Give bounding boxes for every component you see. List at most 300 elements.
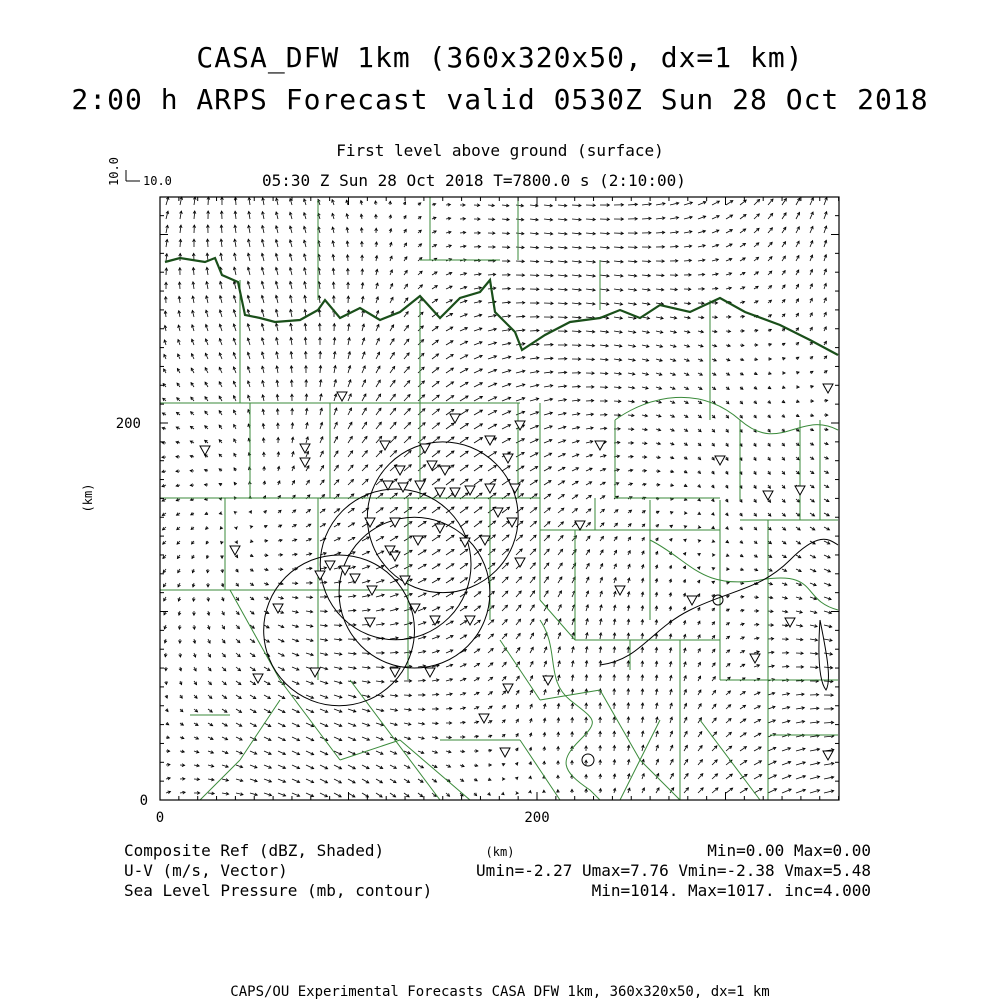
station-marker — [715, 456, 725, 465]
wind-vector — [320, 437, 323, 443]
wind-vector — [754, 665, 759, 668]
wind-vector — [599, 703, 602, 709]
wind-vector — [600, 288, 609, 291]
wind-vector — [361, 269, 364, 275]
wind-vector — [697, 512, 700, 515]
wind-vector — [250, 793, 257, 796]
county-line — [600, 690, 640, 760]
wind-vector — [796, 313, 799, 317]
wind-vector — [334, 695, 342, 698]
wind-vector — [236, 765, 243, 768]
wind-vector — [222, 695, 227, 699]
wind-vector — [697, 553, 700, 556]
wind-vector — [180, 791, 185, 794]
wind-vector — [347, 296, 350, 303]
wind-vector — [306, 510, 310, 513]
wind-vector — [530, 508, 537, 513]
wind-vector — [726, 230, 732, 233]
wind-vector — [586, 563, 589, 569]
wind-vector — [810, 284, 813, 289]
wind-vector — [178, 583, 181, 587]
wind-vector — [250, 639, 255, 642]
wind-vector — [205, 339, 208, 345]
wind-vector — [208, 737, 213, 740]
wind-vector — [488, 232, 495, 235]
wind-vector — [360, 228, 363, 233]
wind-vector — [642, 469, 646, 472]
wind-vector — [390, 284, 393, 289]
wind-vector — [376, 652, 384, 655]
wind-vector — [642, 203, 651, 206]
wind-vector — [614, 288, 623, 291]
wind-vector — [179, 225, 182, 233]
wind-vector — [641, 745, 644, 751]
wind-vector — [276, 338, 279, 345]
station-marker — [493, 508, 503, 517]
wind-vector — [586, 441, 593, 444]
wind-vector — [236, 653, 240, 657]
wind-vector — [670, 511, 673, 514]
wind-vector — [600, 302, 609, 305]
wind-vector — [600, 218, 609, 221]
wind-vector — [726, 244, 732, 247]
wind-vector — [362, 366, 365, 373]
wind-vector — [768, 555, 772, 558]
wind-vector — [418, 708, 425, 711]
wind-vector — [264, 709, 271, 713]
wind-vector — [348, 352, 351, 359]
wind-vector — [348, 408, 352, 415]
wind-vector — [544, 384, 553, 387]
wind-vector — [670, 456, 674, 459]
wind-vector — [558, 508, 564, 513]
wind-vector — [474, 438, 482, 443]
wind-vector — [446, 396, 454, 401]
wind-vector — [628, 232, 637, 235]
wind-vector — [376, 709, 384, 712]
wind-vector — [586, 358, 594, 361]
wind-vector — [261, 338, 264, 345]
wind-vector — [194, 750, 199, 753]
wind-vector — [627, 703, 630, 709]
wind-vector — [628, 246, 637, 249]
wind-vector — [684, 288, 691, 291]
wind-vector — [670, 359, 676, 362]
wind-vector — [628, 345, 635, 348]
wind-vector — [516, 246, 524, 249]
wind-vector — [348, 779, 355, 783]
wind-vector — [641, 675, 644, 681]
wind-vector — [669, 634, 672, 639]
wind-vector — [348, 366, 351, 373]
wind-vector — [810, 527, 815, 530]
wind-vector — [558, 495, 564, 499]
wind-vector — [432, 578, 440, 583]
wind-vector — [166, 225, 169, 233]
wind-vector — [684, 230, 692, 233]
wind-vector — [642, 538, 645, 541]
wind-vector — [600, 455, 606, 458]
wind-vector — [628, 303, 636, 306]
wind-vector — [487, 792, 490, 795]
wind-vector — [164, 625, 167, 629]
wind-vector — [810, 357, 813, 360]
wind-vector — [712, 568, 715, 571]
wind-vector — [334, 451, 338, 457]
wind-vector — [404, 422, 411, 429]
wind-vector — [656, 359, 662, 362]
wind-vector — [669, 566, 672, 569]
wind-vector — [222, 653, 225, 657]
wind-vector — [306, 681, 313, 684]
wind-vector — [740, 301, 745, 304]
wind-vector — [292, 539, 297, 542]
wind-vector — [628, 359, 635, 362]
wind-vector — [389, 201, 392, 205]
wind-vector — [488, 620, 494, 625]
wind-vector — [768, 569, 772, 572]
wind-vector — [418, 217, 421, 220]
wind-vector — [768, 720, 775, 723]
wind-vector — [726, 568, 729, 571]
wind-vector — [726, 650, 730, 653]
wind-vector — [627, 731, 630, 737]
wind-vector — [219, 469, 222, 472]
wind-vector — [754, 733, 761, 737]
wind-vector — [768, 257, 772, 261]
wind-vector — [163, 555, 166, 558]
wind-vector — [600, 344, 608, 347]
wind-vector — [711, 485, 714, 488]
wind-vector — [474, 410, 482, 415]
wind-vector — [628, 400, 634, 403]
wind-vector — [669, 675, 672, 681]
wind-vector — [236, 779, 243, 782]
wind-vector — [390, 339, 394, 345]
wind-vector — [460, 245, 466, 248]
wind-vector — [264, 765, 271, 768]
wind-vector — [572, 316, 581, 319]
wind-vector — [460, 635, 467, 639]
wind-vector — [530, 218, 538, 221]
wind-vector — [374, 201, 377, 205]
wind-vector — [390, 565, 398, 569]
wind-vector — [516, 591, 521, 597]
wind-vector — [740, 287, 745, 290]
wind-vector — [740, 788, 747, 793]
wind-vector — [810, 555, 815, 558]
wind-vector — [320, 394, 323, 401]
wind-vector — [418, 765, 423, 768]
wind-vector — [768, 228, 772, 233]
wind-vector — [289, 295, 292, 303]
wind-vector — [304, 268, 307, 275]
wind-vector — [571, 703, 574, 709]
wind-vector — [810, 513, 815, 516]
county-line — [200, 760, 240, 800]
wind-vector — [278, 639, 284, 642]
wind-vector — [613, 745, 616, 751]
wind-vector — [530, 370, 539, 373]
wind-vector — [234, 225, 237, 233]
wind-vector — [292, 751, 300, 755]
wind-vector — [208, 709, 212, 712]
wind-vector — [558, 288, 567, 291]
wind-vector — [432, 423, 440, 429]
wind-vector — [516, 705, 519, 709]
wind-vector — [740, 540, 743, 543]
wind-vector — [627, 759, 630, 765]
wind-vector — [460, 578, 467, 583]
wind-vector — [600, 260, 609, 263]
wind-vector — [334, 709, 342, 712]
wind-vector — [474, 649, 480, 653]
wind-vector — [233, 253, 236, 261]
wind-vector — [530, 619, 534, 625]
wind-vector — [782, 775, 791, 779]
wind-vector — [264, 723, 271, 727]
wind-vector — [824, 790, 834, 793]
wind-vector — [221, 197, 224, 205]
wind-vector — [446, 765, 451, 768]
wind-vector — [404, 708, 411, 711]
wind-vector — [810, 313, 813, 317]
wind-vector — [796, 499, 800, 502]
wind-vector — [726, 609, 729, 612]
wind-vector — [488, 563, 495, 569]
wind-vector — [362, 609, 370, 612]
wind-vector — [418, 793, 423, 797]
wind-vector — [220, 211, 223, 219]
wind-vector — [726, 415, 729, 418]
wind-vector — [824, 541, 830, 544]
wind-vector — [334, 366, 337, 373]
wind-vector — [164, 597, 167, 601]
wind-vector — [179, 667, 182, 671]
wind-vector — [446, 286, 452, 289]
wind-vector — [233, 296, 236, 303]
wind-vector — [655, 592, 658, 597]
wind-vector — [250, 540, 253, 543]
wind-vector — [390, 325, 394, 331]
wind-vector — [725, 526, 728, 529]
wind-vector — [208, 681, 211, 685]
wind-vector — [446, 607, 453, 611]
wind-vector — [726, 774, 732, 779]
wind-vector — [190, 469, 194, 472]
wind-vector — [362, 779, 369, 783]
wind-vector — [544, 549, 549, 555]
wind-vector — [796, 270, 799, 275]
wind-vector — [810, 269, 813, 275]
wind-vector — [418, 203, 421, 206]
wind-vector — [824, 513, 829, 516]
wind-vector — [684, 302, 690, 305]
wind-vector — [248, 211, 251, 219]
wind-vector — [404, 298, 408, 303]
wind-vector — [516, 633, 520, 639]
wind-vector — [162, 427, 166, 430]
wind-vector — [782, 693, 789, 696]
wind-vector — [178, 611, 181, 615]
wind-vector — [669, 579, 672, 583]
wind-vector — [754, 554, 757, 557]
wind-vector — [754, 243, 759, 247]
wind-vector — [628, 483, 632, 486]
wind-vector — [177, 541, 180, 544]
wind-vector — [698, 216, 706, 219]
wind-vector — [628, 372, 635, 375]
wind-vector — [219, 367, 222, 373]
radar-range-ring — [367, 442, 518, 593]
wind-vector — [627, 661, 630, 667]
wind-vector — [726, 372, 730, 375]
station-marker — [615, 586, 625, 595]
wind-vector — [346, 227, 349, 233]
wind-vector — [656, 387, 662, 390]
wind-vector — [824, 527, 829, 530]
wind-vector — [782, 372, 785, 375]
wind-vector — [362, 352, 365, 359]
wind-vector — [600, 330, 608, 333]
wind-vector — [572, 399, 580, 402]
wind-vector — [557, 732, 560, 737]
wind-vector — [418, 679, 425, 682]
wind-vector — [275, 267, 278, 275]
wind-vector — [810, 471, 814, 474]
wind-vector — [712, 540, 715, 543]
wind-vector — [544, 647, 547, 653]
wind-vector — [180, 211, 183, 219]
wind-vector — [165, 282, 168, 289]
wind-vector — [488, 735, 492, 738]
wind-vector — [558, 522, 563, 527]
wind-vector — [796, 707, 804, 710]
wind-vector — [334, 737, 342, 741]
wind-vector — [264, 625, 269, 628]
wind-vector — [390, 297, 393, 303]
wind-vector — [558, 399, 566, 402]
wind-vector — [782, 761, 791, 765]
wind-vector — [782, 256, 785, 261]
wind-vector — [250, 597, 254, 600]
wind-vector — [334, 793, 341, 797]
wind-vector — [221, 597, 224, 601]
wind-vector — [320, 765, 328, 769]
wind-vector — [177, 555, 180, 558]
wind-vector — [754, 358, 757, 361]
wind-vector — [474, 231, 480, 234]
wind-vector — [291, 452, 294, 457]
wind-vector — [698, 676, 701, 681]
wind-vector — [334, 681, 342, 684]
wind-vector — [726, 330, 731, 333]
wind-vector — [222, 625, 225, 629]
wind-vector — [320, 681, 328, 684]
wind-vector — [262, 381, 265, 387]
wind-vector — [614, 550, 617, 555]
wind-vector — [697, 607, 700, 611]
wind-vector — [599, 619, 602, 625]
wind-vector — [754, 214, 759, 219]
wind-vector — [346, 241, 349, 247]
wind-vector — [502, 466, 510, 471]
red-river-boundary — [165, 258, 838, 355]
wind-vector — [740, 554, 743, 557]
wind-vector — [558, 661, 561, 667]
wind-vector — [655, 647, 658, 653]
wind-vector — [446, 217, 451, 220]
wind-vector — [642, 345, 649, 348]
wind-vector — [796, 414, 799, 417]
wind-vector — [544, 343, 553, 346]
wind-vector — [432, 409, 439, 415]
wind-vector — [390, 536, 398, 541]
wind-vector — [222, 611, 225, 615]
wind-vector — [698, 540, 701, 543]
wind-vector — [712, 415, 715, 418]
wind-vector — [782, 665, 789, 668]
wind-vector — [488, 521, 496, 527]
wind-vector — [320, 524, 325, 527]
wind-vector — [740, 692, 745, 695]
wind-vector — [178, 625, 181, 629]
wind-vector — [585, 661, 588, 667]
wind-vector — [712, 387, 716, 390]
wind-vector — [474, 750, 478, 753]
wind-vector — [656, 217, 665, 220]
wind-vector — [292, 481, 295, 485]
wind-vector — [290, 352, 293, 359]
wind-vector — [698, 760, 702, 765]
wind-vector — [810, 638, 817, 641]
x-axis-unit: (km) — [485, 845, 515, 859]
wind-vector — [543, 718, 546, 723]
wind-vector — [446, 341, 453, 345]
wind-vector — [810, 327, 813, 331]
wind-vector — [768, 343, 771, 346]
wind-vector — [306, 553, 312, 556]
wind-vector — [446, 479, 454, 485]
wind-vector — [250, 526, 253, 529]
wind-vector — [810, 569, 816, 572]
wind-vector — [530, 329, 539, 332]
wind-vector — [740, 595, 744, 598]
wind-vector — [460, 382, 468, 387]
wind-vector — [600, 386, 608, 389]
wind-vector — [529, 762, 532, 765]
wind-vector — [191, 512, 194, 515]
wind-vector — [627, 619, 630, 625]
wind-vector — [684, 703, 687, 709]
wind-vector — [824, 569, 830, 572]
wind-vector — [628, 274, 637, 277]
wind-vector — [782, 299, 785, 303]
wind-vector — [178, 268, 181, 275]
wind-vector — [684, 759, 688, 765]
station-marker — [398, 483, 408, 492]
wind-vector — [628, 564, 631, 569]
wind-vector — [460, 465, 468, 471]
wind-vector — [278, 723, 285, 727]
wind-vector — [544, 453, 552, 457]
wind-vector — [404, 765, 410, 768]
wind-vector — [656, 511, 659, 514]
wind-vector — [684, 330, 690, 333]
wind-vector — [291, 423, 294, 429]
wind-vector — [276, 198, 279, 205]
wind-vector — [824, 269, 827, 275]
